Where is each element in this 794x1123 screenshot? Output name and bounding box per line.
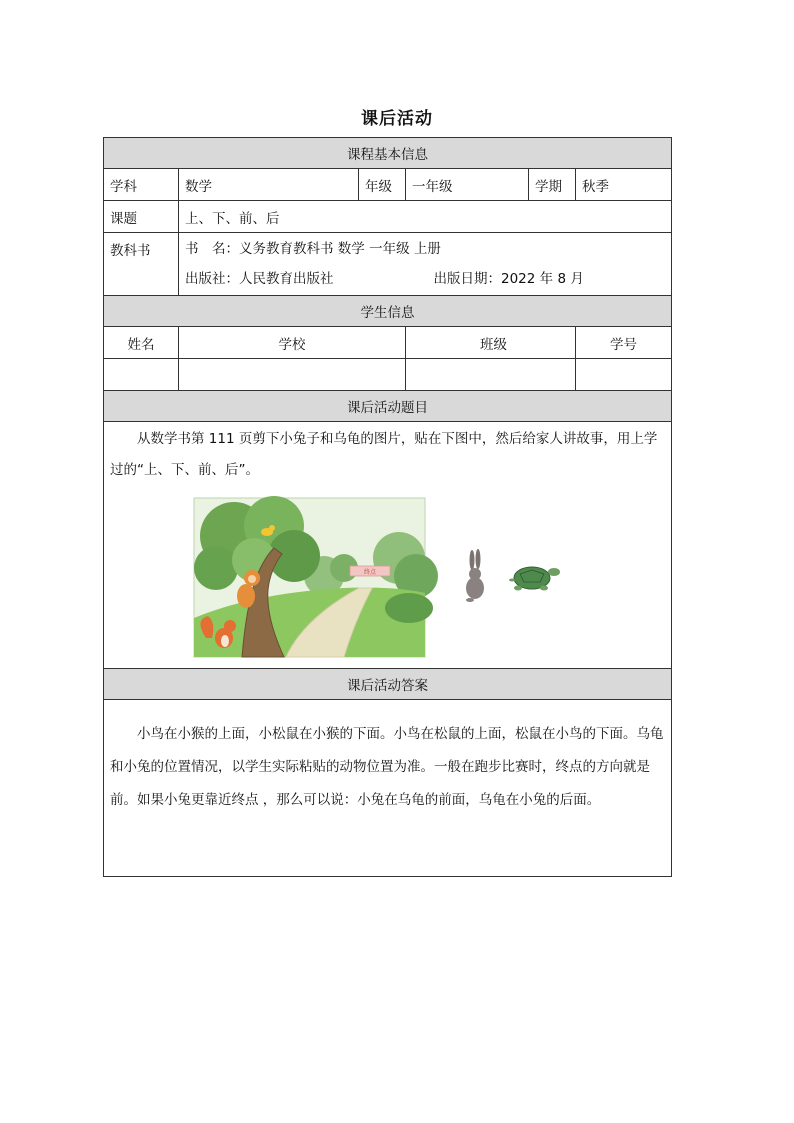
page-title: 课后活动: [361, 109, 433, 129]
activity-cell: [104, 422, 672, 669]
illustration: [110, 486, 665, 666]
textbook-info: [179, 233, 672, 296]
textbook-row: [104, 233, 672, 296]
finish-sign-text: 终点: [363, 569, 377, 576]
textbook-label: 教科书: [104, 233, 179, 296]
student-input-row: [104, 359, 672, 391]
course-info-heading: 课程基本信息: [104, 138, 672, 169]
name-header: 姓名: [104, 327, 179, 359]
term-label: 学期: [529, 169, 576, 201]
activity-row: [104, 422, 672, 669]
student-info-heading: 学生信息: [104, 296, 672, 327]
topic-label: 课题: [104, 201, 179, 233]
answer-row: [104, 700, 672, 877]
term-value: 秋季: [576, 169, 672, 201]
activity-sheet: [103, 137, 672, 877]
student-id-field[interactable]: [576, 359, 672, 391]
publisher: 出版社：人民教育出版社: [185, 271, 334, 287]
topic-value: 上、下、前、后: [179, 201, 672, 233]
answer-cell: [104, 700, 672, 877]
rabbit-cutout: [466, 549, 484, 602]
book-name: 书 名：义务教育教科书 数学 一年级 上册: [185, 241, 441, 257]
course-info-header-row: [104, 138, 672, 169]
answer-text: 小鸟在小猴的上面，小松鼠在小猴的下面。小鸟在松鼠的上面，松鼠在小鸟的下面。乌龟和小兔的位置情况，以学生实际粘贴的动物位置为准。一般在跑步比赛时，终点的方向就是前。如果小兔更靠近终点 ，那么可以说：小兔在乌龟的前面，乌龟在小兔的后面。: [110, 726, 664, 808]
answer-header-row: [104, 669, 672, 700]
park-scene: [194, 496, 438, 657]
activity-heading: 课后活动题目: [104, 391, 672, 422]
publish-date: 出版日期：2022 年 8 月: [433, 271, 584, 287]
student-header-row: [104, 327, 672, 359]
school-field[interactable]: [179, 359, 406, 391]
activity-header-row: [104, 391, 672, 422]
grade-value: 一年级: [406, 169, 529, 201]
topic-row: [104, 201, 672, 233]
activity-text: 从数学书第 111 页剪下小兔子和乌龟的图片，贴在下图中，然后给家人讲故事，用上学过的“上、下、前、后”。: [110, 431, 658, 478]
school-header: 学校: [179, 327, 406, 359]
class-field[interactable]: [406, 359, 576, 391]
student-info-header-row: [104, 296, 672, 327]
illustration-area: [110, 486, 665, 666]
subject-value: 数学: [179, 169, 359, 201]
name-field[interactable]: [104, 359, 179, 391]
answer-heading: 课后活动答案: [104, 669, 672, 700]
subject-row: [104, 169, 672, 201]
class-header: 班级: [406, 327, 576, 359]
publisher-line: [185, 264, 665, 294]
student-id-header: 学号: [576, 327, 672, 359]
grade-label: 年级: [359, 169, 406, 201]
subject-label: 学科: [104, 169, 179, 201]
turtle-cutout: [509, 567, 560, 591]
